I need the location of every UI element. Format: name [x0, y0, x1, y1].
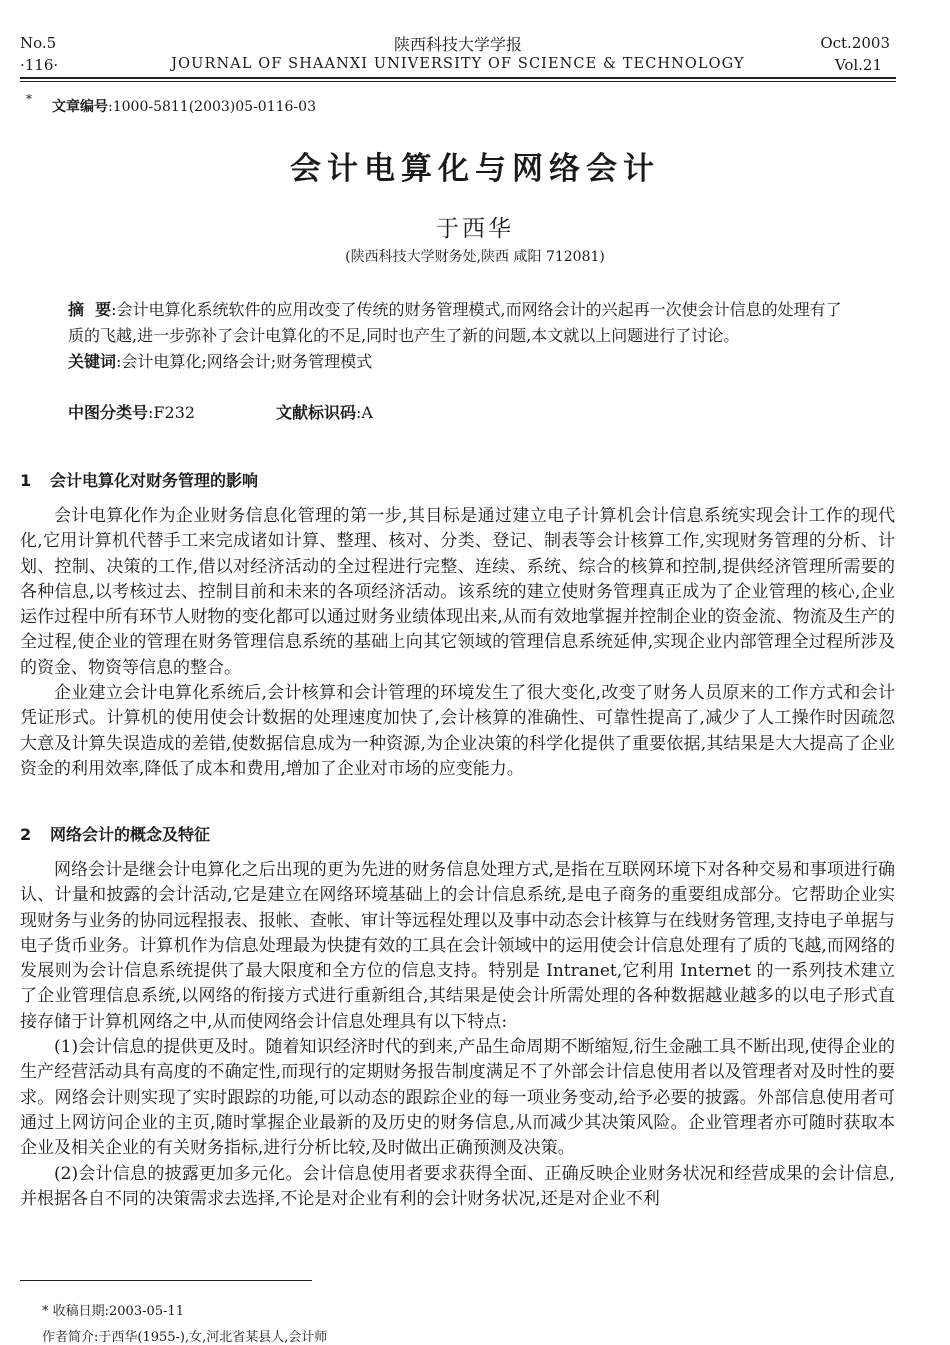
running-header: [20, 30, 896, 78]
classification-label: 中图分类号: [68, 403, 149, 422]
document-code: [276, 400, 373, 423]
article-number-label: 文章编号: [52, 99, 108, 115]
page-number: ·116·: [20, 56, 59, 74]
affiliation: (陕西科技大学财务处,陕西 咸阳 712081): [345, 249, 605, 265]
abstract-label: 摘 要: [68, 300, 112, 319]
journal-title-cn: 陕西科技大学学报: [393, 35, 522, 54]
author: 于西华: [436, 216, 514, 242]
footnote-author: 作者简介:于西华(1955-),女,河北省某县人,会计师: [42, 1330, 328, 1345]
section-heading: [20, 822, 210, 845]
abstract-block: [68, 297, 855, 375]
issue-number: No.5: [20, 34, 57, 52]
paper-title: 会计电算化与网络会计: [290, 151, 660, 187]
section-title: 会计电算化对财务管理的影响: [50, 471, 259, 490]
document-code-value: :A: [356, 403, 373, 422]
article-number-value: :1000-5811(2003)05-0116-03: [108, 99, 316, 115]
section-number: 2: [20, 825, 32, 844]
header-rule-thick: [20, 77, 896, 79]
article-number: [52, 96, 316, 116]
body-paragraph: 网络会计是继会计电算化之后出现的更为先进的财务信息处理方式,是指在互联网环境下对各种交易和事项进行确认、计量和披露的会计活动,它是建立在网络环境基础上的会计信息系统,是电子商务的重要组成部分。它帮助企业实现财务与业务的协同远程报表、报帐、查帐、审计等远程处理以及事中动态会计核算与在线财务管理,支持电子单据与电子货币业务。计算机作为信息处理最为快捷有效的工具在会计领域中的运用使会计信息处理有了质的飞越,而网络的发展则为会计信息系统提供了最大限度和全方位的信息支持。特别是 Intranet,它利用 Internet 的一系列技术建立了企业管理信息系统,以网络的衔接方式进行重新组合,其结果是使会计所需处理的各种数据越业越多的以电子形式直接存储于计算机网络之中,从而使网络会计信息处理具有以下特点:: [20, 860, 895, 1032]
classification-number: [68, 400, 195, 423]
section-body: [20, 504, 895, 782]
document-code-label: 文献标识码: [276, 403, 357, 422]
keywords: [68, 349, 855, 375]
classification-value: :F232: [148, 403, 196, 422]
journal-title-en: JOURNAL OF SHAANXI UNIVERSITY OF SCIENCE & TECHNOLOGY: [171, 56, 745, 72]
issue-date: Oct.2003: [820, 34, 890, 52]
footnote-rule: [20, 1280, 312, 1281]
body-paragraph: 会计电算化作为企业财务信息化管理的第一步,其目标是通过建立电子计算机会计信息系统实现会计工作的现代化,它用计算机代替手工来完成诸如计算、整理、核对、分类、登记、制表等会计核算工作,实现财务管理的分析、计划、控制、决策的工作,借以对经济活动的全过程进行完整、连续、系统、综合的核算和控制,提供经济管理所需要的各种信息,以考核过去、控制目前和未来的各项经济活动。该系统的建立使财务管理真正成为了企业管理的核心,企业运作过程中所有环节人财物的变化都可以通过财务业绩体现出来,从而有效地掌握并控制企业的资金流、物流及生产的全过程,使企业的管理在财务管理信息系统的基础上向其它领域的管理信息系统延伸,实现企业内部管理全过程所涉及的资金、物资等信息的整合。: [20, 506, 895, 678]
section-number: 1: [20, 471, 32, 490]
body-paragraph: 企业建立会计电算化系统后,会计核算和会计管理的环境发生了很大变化,改变了财务人员原来的工作方式和会计凭证形式。计算机的使用使会计数据的处理速度加快了,会计核算的准确性、可靠性提高了,减少了人工操作时因疏忽大意及计算失误造成的差错,使数据信息成为一种资源,为企业决策的科学化提供了重要依据,其结果是大大提高了企业资金的利用效率,降低了成本和费用,增加了企业对市场的应变能力。: [20, 683, 895, 779]
section-body: [20, 858, 895, 1212]
volume: Vol.21: [834, 56, 882, 74]
header-rule-thin: [20, 81, 896, 82]
footnote-marker: *: [26, 92, 32, 106]
section-heading: [20, 468, 258, 491]
abstract-text: :会计电算化系统软件的应用改变了传统的财务管理模式,而网络会计的兴起再一次使会计信息的处理有了质的飞越,进一步弥补了会计电算化的不足,同时也产生了新的问题,本文就以上问题进行了讨论。: [68, 300, 842, 345]
abstract: [68, 297, 855, 349]
body-paragraph: (1)会计信息的提供更及时。随着知识经济时代的到来,产品生命周期不断缩短,衍生金融工具不断出现,使得企业的生产经营活动具有高度的不确定性,而现行的定期财务报告制度满足不了外部会计信息使用者以及管理者对及时性的要求。网络会计则实现了实时跟踪的功能,可以动态的跟踪企业的每一项业务变动,给予必要的披露。外部信息使用者可通过上网访问企业的主页,随时掌握企业最新的及历史的财务信息,从而减少其决策风险。企业管理者亦可随时获取本企业及相关企业的有关财务指标,进行分析比较,及时做出正确预测及决策。: [20, 1037, 895, 1159]
keywords-label: 关键词: [68, 352, 117, 371]
keywords-text: :会计电算化;网络会计;财务管理模式: [116, 352, 373, 371]
section-title: 网络会计的概念及特征: [50, 825, 211, 844]
body-paragraph: (2)会计信息的披露更加多元化。会计信息使用者要求获得全面、正确反映企业财务状况和经营成果的会计信息,并根据各自不同的决策需求去选择,不论是对企业有利的会计财务状况,还是对企业不利: [20, 1163, 895, 1209]
footnote-received: * 收稿日期:2003-05-11: [42, 1304, 184, 1319]
